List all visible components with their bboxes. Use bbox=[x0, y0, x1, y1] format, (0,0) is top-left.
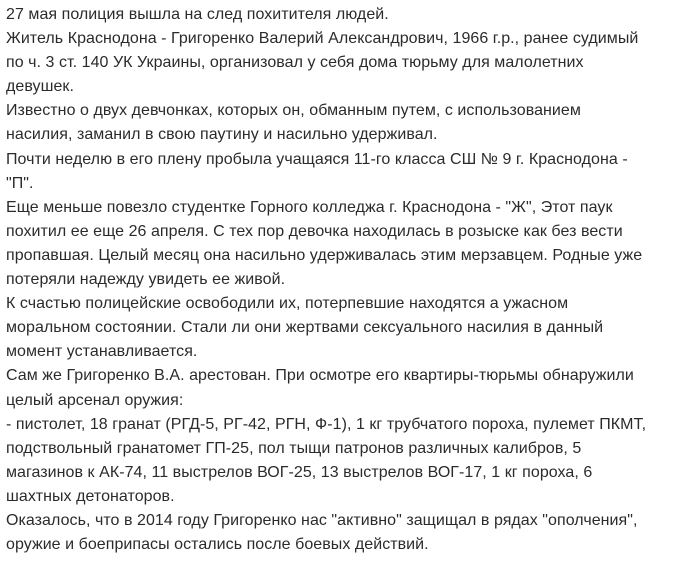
text-line: "П". bbox=[6, 174, 34, 192]
text-line: Почти неделю в его плену пробыла учащаяся 11-го класса СШ № 9 г. Краснодона - bbox=[6, 150, 628, 168]
text-line: целый арсенал оружия: bbox=[6, 391, 184, 409]
text-line: К счастью полицейские освободили их, потерпевшие находятся а ужасном bbox=[6, 295, 569, 313]
text-line: насилия, заманил в свою паутину и насильно удерживал. bbox=[6, 126, 438, 144]
text-line: Оказалось, что в 2014 году Григоренко нас "активно" защищал в рядах "ополчения", bbox=[6, 511, 638, 529]
text-line: оружие и боеприпасы остались после боевых действий. bbox=[6, 536, 429, 554]
text-line: пропавшая. Целый месяц она насильно удерживалась этим мерзавцем. Родные уже bbox=[6, 246, 643, 264]
text-line: шахтных детонаторов. bbox=[6, 487, 175, 505]
text-line: - пистолет, 18 гранат (РГД-5, РГ-42, РГН, Ф-1), 1 кг трубчатого пороха, пулемет ПКМТ, bbox=[6, 415, 647, 433]
text-line: Еще меньше повезло студентке Горного колледжа г. Краснодона - "Ж", Этот паук bbox=[6, 198, 613, 216]
text-line: подствольный гранатомет ГП-25, пол тыщи патронов различных калибров, 5 bbox=[6, 439, 582, 457]
text-line: похитил ее еще 26 апреля. С тех пор девочка находилась в розыске как без вести bbox=[6, 222, 623, 240]
text-line: девушек. bbox=[6, 78, 74, 96]
text-line: моральном состоянии. Стали ли они жертвами сексуального насилия в данный bbox=[6, 319, 604, 337]
text-line: потеряли надежду увидеть ее живой. bbox=[6, 271, 286, 289]
text-line: по ч. 3 ст. 140 УК Украины, организовал у себя дома тюрьму для малолетних bbox=[6, 54, 584, 72]
text-line: 27 мая полиция вышла на след похитителя людей. bbox=[6, 6, 389, 23]
text-line: магазинов к АК-74, 11 выстрелов ВОГ-25, 13 выстрелов ВОГ-17, 1 кг пороха, 6 bbox=[6, 463, 593, 481]
text-line: момент устанавливается. bbox=[6, 343, 198, 361]
text-line: Сам же Григоренко В.А. арестован. При осмотре его квартиры-тюрьмы обнаружили bbox=[6, 367, 634, 385]
text-line: Житель Краснодона - Григоренко Валерий Александрович, 1966 г.р., ранее судимый bbox=[6, 30, 639, 48]
text-line: Известно о двух девчонках, которых он, обманным путем, с использованием bbox=[6, 102, 581, 120]
